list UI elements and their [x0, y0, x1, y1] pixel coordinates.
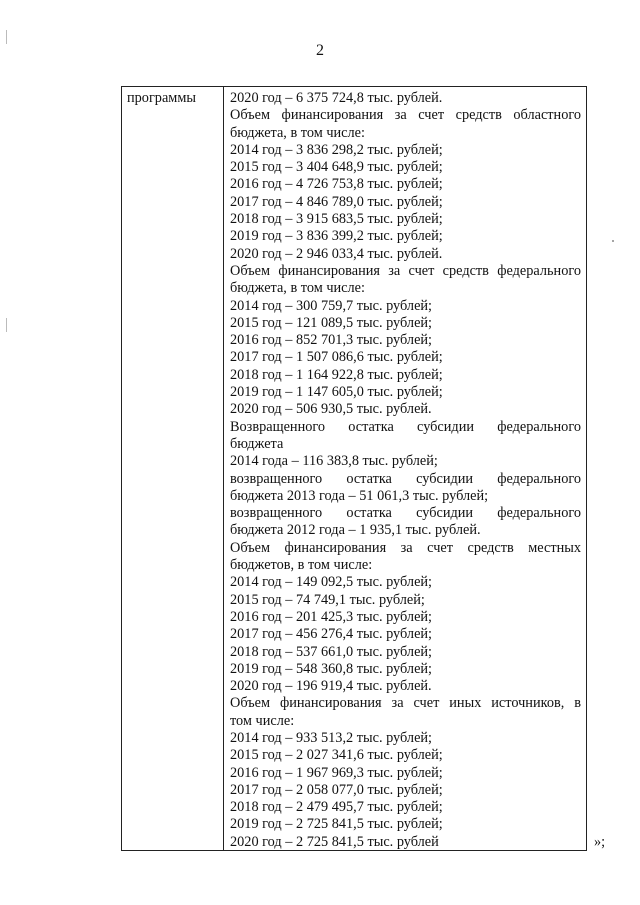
financing-text-line: 2018 год – 2 479 495,7 тыс. рублей;: [230, 799, 443, 816]
financing-text-line: 2014 год – 3 836 298,2 тыс. рублей;: [230, 141, 443, 158]
financing-text-line: бюджета 2012 года – 1 935,1 тыс. рублей.: [230, 522, 481, 539]
financing-text-line: 2017 год – 4 846 789,0 тыс. рублей;: [230, 193, 443, 210]
financing-text-line: 2015 год – 121 089,5 тыс. рублей;: [230, 314, 433, 331]
financing-text-line: 2020 год – 6 375 724,8 тыс. рублей.: [230, 90, 443, 106]
financing-text-line: 2018 год – 537 661,0 тыс. рублей;: [230, 643, 433, 660]
financing-text-line: 2016 год – 1 967 969,3 тыс. рублей;: [230, 764, 443, 781]
left-cell: [122, 87, 224, 850]
financing-text-line: том числе:: [230, 712, 295, 729]
financing-text-line: бюджета, в том числе:: [230, 124, 365, 141]
scan-speck: [612, 240, 614, 242]
financing-text-line: возвращенного остатка субсидии федерального: [230, 505, 581, 522]
financing-text-line: 2014 год – 300 759,7 тыс. рублей;: [230, 297, 433, 314]
financing-text-line: 2019 год – 3 836 399,2 тыс. рублей;: [230, 228, 443, 245]
financing-text-line: 2015 год – 2 027 341,6 тыс. рублей;: [230, 747, 443, 764]
financing-text-line: Объем финансирования за счет средств областного: [230, 107, 581, 124]
financing-text-line: 2019 год – 2 725 841,5 тыс. рублей;: [230, 816, 443, 833]
financing-text-line: бюджета: [230, 435, 284, 452]
financing-text-line: возвращенного остатка субсидии федерального: [230, 470, 581, 487]
financing-text-line: 2014 года – 116 383,8 тыс. рублей;: [230, 453, 438, 470]
financing-text-line: бюджета 2013 года – 51 061,3 тыс. рублей;: [230, 487, 489, 504]
financing-text-line: 2016 год – 4 726 753,8 тыс. рублей;: [230, 176, 443, 193]
left-cell-label: программы: [127, 90, 197, 106]
financing-text-line: 2020 год – 2 946 033,4 тыс. рублей.: [230, 245, 443, 262]
page-number: 2: [316, 42, 324, 59]
scan-margin-mark: [6, 30, 7, 44]
financing-text-line: 2020 год – 2 725 841,5 тыс. рублей: [230, 833, 439, 850]
financing-text-cell: [230, 90, 581, 851]
financing-text-line: Объем финансирования за счет средств федерального: [230, 262, 581, 279]
financing-text-line: Объем финансирования за счет средств местных: [230, 539, 581, 556]
financing-text-line: 2018 год – 3 915 683,5 тыс. рублей;: [230, 211, 443, 228]
financing-text-line: 2020 год – 506 930,5 тыс. рублей.: [230, 401, 432, 418]
financing-text-line: 2014 год – 933 513,2 тыс. рублей;: [230, 729, 433, 746]
financing-text-line: 2014 год – 149 092,5 тыс. рублей;: [230, 574, 433, 591]
financing-text-line: 2019 год – 548 360,8 тыс. рублей;: [230, 660, 433, 677]
scan-margin-mark: [6, 318, 7, 332]
financing-text-line: бюджета, в том числе:: [230, 280, 365, 297]
financing-text-line: 2016 год – 201 425,3 тыс. рублей;: [230, 608, 433, 625]
financing-text-line: 2016 год – 852 701,3 тыс. рублей;: [230, 332, 433, 349]
financing-text-line: Объем финансирования за счет иных источников, в: [230, 695, 581, 712]
financing-text-line: Возвращенного остатка субсидии федерального: [230, 418, 581, 435]
financing-text-line: 2017 год – 456 276,4 тыс. рублей;: [230, 626, 433, 643]
financing-text-line: 2018 год – 1 164 922,8 тыс. рублей;: [230, 366, 443, 383]
financing-text-line: бюджетов, в том числе:: [230, 557, 373, 574]
financing-text-line: 2015 год – 3 404 648,9 тыс. рублей;: [230, 159, 443, 176]
financing-text-line: 2020 год – 196 919,4 тыс. рублей.: [230, 678, 432, 695]
closing-quote-mark: »;: [594, 834, 606, 850]
passport-table: [121, 86, 587, 851]
financing-text-line: 2017 год – 1 507 086,6 тыс. рублей;: [230, 349, 443, 366]
financing-text-line: 2019 год – 1 147 605,0 тыс. рублей;: [230, 384, 443, 401]
financing-text-line: 2017 год – 2 058 077,0 тыс. рублей;: [230, 781, 443, 798]
financing-text-line: 2015 год – 74 749,1 тыс. рублей;: [230, 591, 425, 608]
